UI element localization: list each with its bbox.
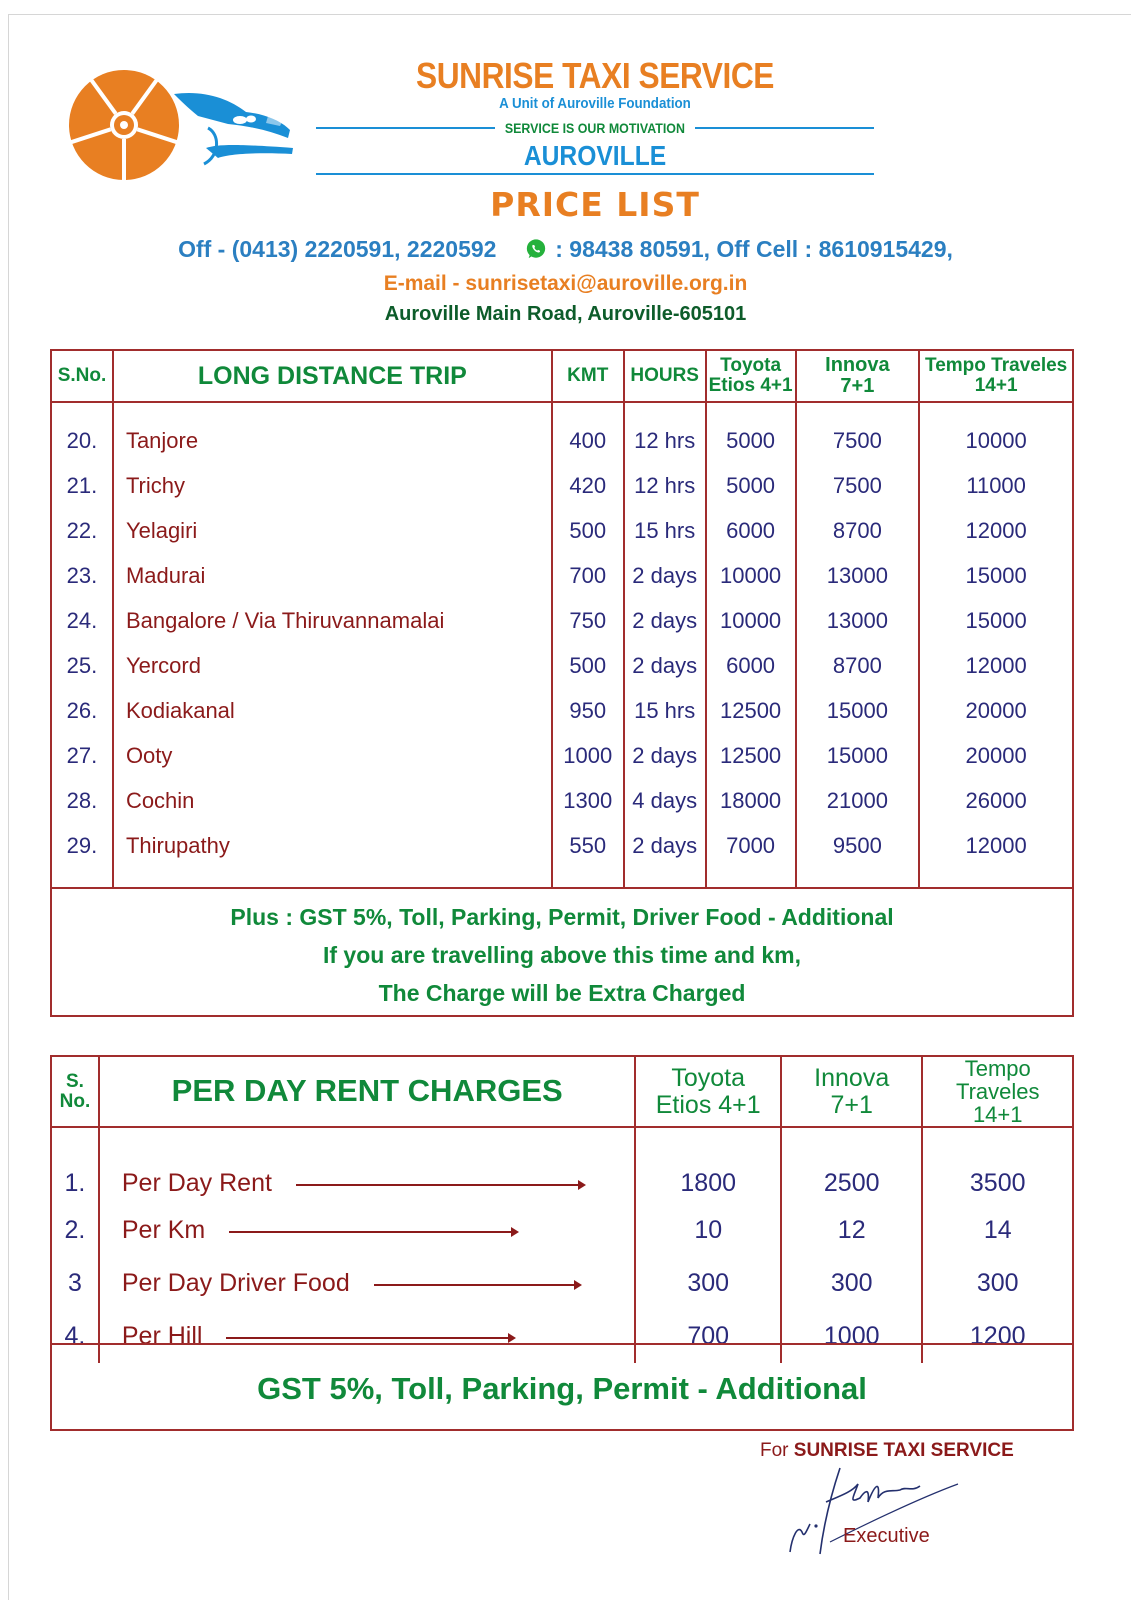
cell-tempo-price: 20000 xyxy=(919,688,1073,733)
address-line: Auroville Main Road, Auroville-605101 xyxy=(384,303,747,325)
cell-sno: 3 xyxy=(51,1257,99,1310)
cell-etios-price: 12500 xyxy=(706,733,796,778)
cell-innova-price: 2500 xyxy=(781,1127,923,1204)
table-row xyxy=(51,598,1073,643)
cell-etios-price: 300 xyxy=(635,1257,780,1310)
long-distance-table xyxy=(50,349,1074,887)
signoff-company xyxy=(760,1440,1014,1462)
cell-innova-price: 12 xyxy=(781,1204,923,1257)
per-day-footer-note: GST 5%, Toll, Parking, Permit - Additional xyxy=(50,1343,1074,1431)
cell-place: Cochin xyxy=(113,778,552,823)
table-row xyxy=(51,463,1073,508)
cell-sno: 27. xyxy=(51,733,113,778)
cell-tempo-price: 26000 xyxy=(919,778,1073,823)
header-line: 7+1 xyxy=(830,1090,873,1119)
cell-etios-price: 7000 xyxy=(706,823,796,868)
table-row xyxy=(51,508,1073,553)
cell-sno: 2. xyxy=(51,1204,99,1257)
cell-hours: 2 days xyxy=(624,553,706,598)
cell-tempo-price: 15000 xyxy=(919,553,1073,598)
cell-kmt: 500 xyxy=(552,643,624,688)
cell-place: Yercord xyxy=(113,643,552,688)
col-header-innova xyxy=(796,350,920,402)
cell-tempo-price: 300 xyxy=(922,1257,1073,1310)
signoff-title: Executive xyxy=(843,1525,930,1547)
cell-charge-label xyxy=(99,1257,636,1310)
cell-innova-price: 15000 xyxy=(796,733,920,778)
cell-place: Ooty xyxy=(113,733,552,778)
charge-label: Per Day Driver Food xyxy=(121,1269,350,1298)
header-line: Tempo Traveles xyxy=(925,355,1068,377)
col-header-kmt: KMT xyxy=(552,350,624,402)
divider-line xyxy=(316,127,495,129)
table-row xyxy=(51,733,1073,778)
cell-hours: 12 hrs xyxy=(624,418,706,463)
table-row xyxy=(51,1257,1073,1310)
right-arrow-icon xyxy=(226,1337,514,1339)
cell-tempo-price: 10000 xyxy=(919,418,1073,463)
cell-innova-price: 8700 xyxy=(796,508,920,553)
whatsapp-icon xyxy=(525,238,547,260)
cell-innova-price: 300 xyxy=(781,1257,923,1310)
signoff-prefix: For xyxy=(760,1440,789,1461)
header-line: Etios 4+1 xyxy=(655,1090,761,1119)
col-header-sno: S.No. xyxy=(51,350,113,402)
table-row xyxy=(51,418,1073,463)
company-name: SUNRISE TAXI SERVICE xyxy=(416,55,774,96)
cell-hours: 15 hrs xyxy=(624,688,706,733)
cell-etios-price: 10 xyxy=(635,1204,780,1257)
col-header-innova xyxy=(781,1056,923,1127)
cell-place: Bangalore / Via Thiruvannamalai xyxy=(113,598,552,643)
cell-hours: 4 days xyxy=(624,778,706,823)
cell-hours: 2 days xyxy=(624,733,706,778)
cell-tempo-price: 20000 xyxy=(919,733,1073,778)
cell-kmt: 550 xyxy=(552,823,624,868)
cell-tempo-price: 12000 xyxy=(919,508,1073,553)
right-arrow-icon xyxy=(296,1184,584,1186)
long-distance-notes xyxy=(50,887,1074,1017)
cell-innova-price: 7500 xyxy=(796,418,920,463)
cell-kmt: 1300 xyxy=(552,778,624,823)
cell-sno: 1. xyxy=(51,1127,99,1204)
cell-charge-label xyxy=(99,1204,636,1257)
cell-innova-price: 1000 xyxy=(781,1310,923,1363)
divider-line xyxy=(316,173,874,175)
cell-etios-price: 12500 xyxy=(706,688,796,733)
signoff-company-name: SUNRISE TAXI SERVICE xyxy=(793,1440,1014,1461)
header-line: Toyota xyxy=(720,355,782,377)
cell-etios-price: 5000 xyxy=(706,418,796,463)
cell-charge-label xyxy=(99,1127,636,1204)
spacer-row xyxy=(51,402,1073,418)
divider-line xyxy=(695,127,874,129)
table-row xyxy=(51,778,1073,823)
document-title: PRICE LIST xyxy=(490,185,700,224)
cell-tempo-price: 15000 xyxy=(919,598,1073,643)
cell-tempo-price: 11000 xyxy=(919,463,1073,508)
cell-hours: 15 hrs xyxy=(624,508,706,553)
cell-hours: 2 days xyxy=(624,598,706,643)
cell-kmt: 500 xyxy=(552,508,624,553)
charge-label: Per Day Rent xyxy=(121,1169,272,1198)
header-line: No. xyxy=(59,1090,91,1112)
col-header-etios xyxy=(635,1056,780,1127)
cell-innova-price: 8700 xyxy=(796,643,920,688)
cell-hours: 12 hrs xyxy=(624,463,706,508)
cell-innova-price: 9500 xyxy=(796,823,920,868)
charge-label: Per Hill xyxy=(121,1322,203,1351)
col-header-tempo xyxy=(919,350,1073,402)
phone-line xyxy=(0,236,1131,263)
col-header-title: PER DAY RENT CHARGES xyxy=(99,1056,636,1127)
header-line: Innova xyxy=(825,354,890,376)
cell-etios-price: 700 xyxy=(635,1310,780,1363)
cell-tempo-price: 1200 xyxy=(922,1310,1073,1363)
table-row xyxy=(51,1204,1073,1257)
cell-hours: 2 days xyxy=(624,643,706,688)
motto-row xyxy=(316,118,874,138)
cell-tempo-price: 14 xyxy=(922,1204,1073,1257)
cell-hours: 2 days xyxy=(624,823,706,868)
location-heading: AUROVILLE xyxy=(523,140,667,171)
cell-place: Trichy xyxy=(113,463,552,508)
table-row xyxy=(51,1127,1073,1204)
cell-tempo-price: 12000 xyxy=(919,823,1073,868)
cell-etios-price: 6000 xyxy=(706,508,796,553)
cell-sno: 4. xyxy=(51,1310,99,1363)
cell-kmt: 700 xyxy=(552,553,624,598)
motto: SERVICE IS OUR MOTIVATION xyxy=(504,120,686,136)
table-row xyxy=(51,553,1073,598)
cell-tempo-price: 12000 xyxy=(919,643,1073,688)
cell-place: Thirupathy xyxy=(113,823,552,868)
cell-sno: 20. xyxy=(51,418,113,463)
spacer-row xyxy=(51,868,1073,887)
office-phones: Off - (0413) 2220591, 2220592 xyxy=(178,236,497,262)
table-row xyxy=(51,643,1073,688)
cell-innova-price: 21000 xyxy=(796,778,920,823)
table-header-row xyxy=(51,1056,1073,1127)
table-header-row xyxy=(51,350,1073,402)
col-header-hours: HOURS xyxy=(624,350,706,402)
cell-kmt: 1000 xyxy=(552,733,624,778)
cell-kmt: 400 xyxy=(552,418,624,463)
cell-sno: 22. xyxy=(51,508,113,553)
cell-innova-price: 7500 xyxy=(796,463,920,508)
cell-innova-price: 13000 xyxy=(796,598,920,643)
cell-kmt: 420 xyxy=(552,463,624,508)
col-header-trip: LONG DISTANCE TRIP xyxy=(113,350,552,402)
cell-place: Tanjore xyxy=(113,418,552,463)
cell-sno: 23. xyxy=(51,553,113,598)
col-header-sno xyxy=(51,1056,99,1127)
cell-sno: 26. xyxy=(51,688,113,733)
table-row xyxy=(51,688,1073,733)
cell-innova-price: 13000 xyxy=(796,553,920,598)
email-line[interactable]: E-mail - sunrisetaxi@auroville.org.in xyxy=(383,272,748,295)
header-line: Etios 4+1 xyxy=(708,375,793,396)
header-line: Toyota xyxy=(671,1064,746,1093)
company-logo-icon xyxy=(68,68,298,188)
cell-etios-price: 5000 xyxy=(706,463,796,508)
cell-sno: 24. xyxy=(51,598,113,643)
cell-etios-price: 1800 xyxy=(635,1127,780,1204)
cell-etios-price: 10000 xyxy=(706,598,796,643)
col-header-etios xyxy=(706,350,796,402)
unit-line: A Unit of Auroville Foundation xyxy=(499,96,691,112)
cell-kmt: 750 xyxy=(552,598,624,643)
charge-label: Per Km xyxy=(121,1216,206,1245)
cell-tempo-price: 3500 xyxy=(922,1127,1073,1204)
cell-etios-price: 10000 xyxy=(706,553,796,598)
cell-sno: 21. xyxy=(51,463,113,508)
cell-place: Yelagiri xyxy=(113,508,552,553)
note-line: The Charge will be Extra Charged xyxy=(378,980,746,1006)
whatsapp-cell-numbers: : 98438 80591, Off Cell : 8610915429, xyxy=(555,236,953,262)
cell-place: Kodiakanal xyxy=(113,688,552,733)
header-line: S. xyxy=(65,1070,84,1092)
note-line: Plus : GST 5%, Toll, Parking, Permit, Driver Food - Additional xyxy=(230,904,894,930)
note-line: If you are travelling above this time and km, xyxy=(322,942,802,968)
header-line: 14+1 xyxy=(974,375,1018,396)
cell-sno: 29. xyxy=(51,823,113,868)
table-row xyxy=(51,823,1073,868)
cell-sno: 28. xyxy=(51,778,113,823)
cell-etios-price: 6000 xyxy=(706,643,796,688)
header-line: Innova xyxy=(814,1064,890,1093)
header-line: Tempo Traveles xyxy=(955,1056,1040,1105)
right-arrow-icon xyxy=(229,1231,517,1233)
col-header-tempo xyxy=(922,1056,1073,1127)
cell-kmt: 950 xyxy=(552,688,624,733)
header-line: 7+1 xyxy=(840,375,875,397)
cell-innova-price: 15000 xyxy=(796,688,920,733)
per-day-rent-table xyxy=(50,1055,1074,1363)
header-line: 14+1 xyxy=(972,1102,1023,1128)
cell-etios-price: 18000 xyxy=(706,778,796,823)
cell-sno: 25. xyxy=(51,643,113,688)
cell-place: Madurai xyxy=(113,553,552,598)
right-arrow-icon xyxy=(374,1284,580,1286)
